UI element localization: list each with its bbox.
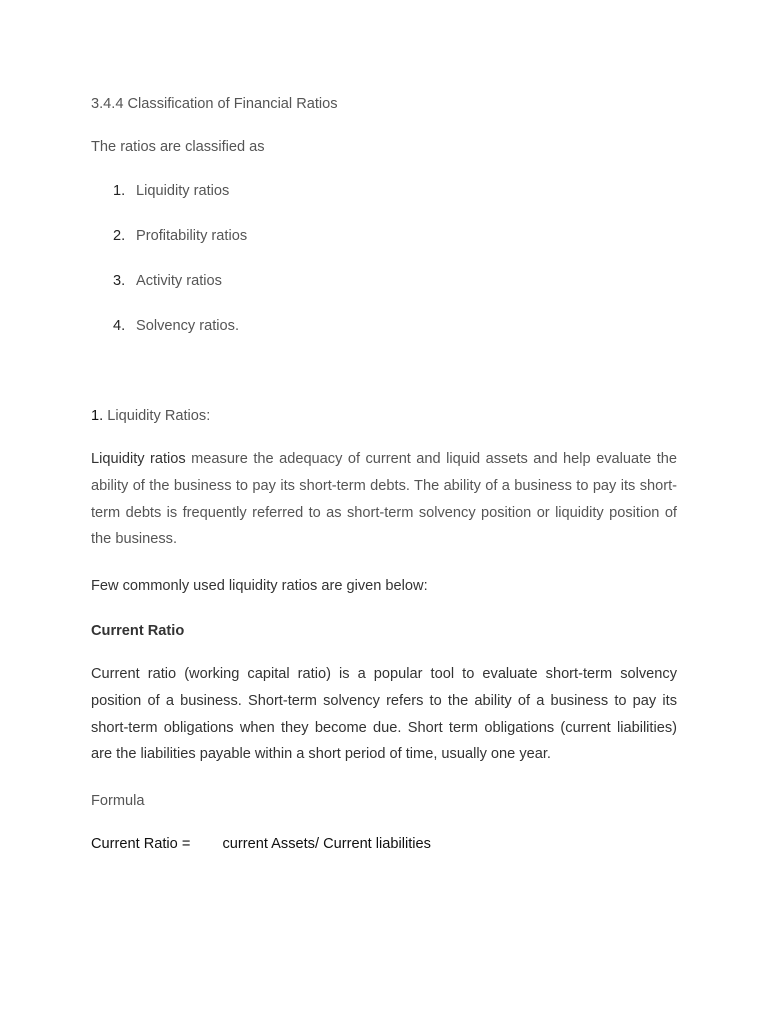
list-text: Solvency ratios. xyxy=(136,318,240,334)
few-common-text: Few commonly used liquidity ratios are given below: xyxy=(91,578,428,594)
list-number: 3. xyxy=(113,273,126,289)
liquidity-body: measure the adequacy of current and liquid assets and help evaluate the ability of the business to pay its short-term debts. The ability of a business to pay its short-term debts is frequently referred to as short-term solvency position or liquidity position of the business. xyxy=(91,451,677,548)
list-text: Liquidity ratios xyxy=(136,183,230,199)
list-number: 4. xyxy=(113,318,126,334)
liquidity-lead-term: Liquidity ratios xyxy=(91,451,186,467)
liquidity-paragraph xyxy=(91,446,677,553)
section-heading: 3.4.4 Classification of Financial Ratios xyxy=(91,96,338,112)
current-ratio-paragraph: Current ratio (working capital ratio) is a popular tool to evaluate short-term solvency position of a business. Short-term solvency refers to the ability of a business to pay its short-term obligations when they become due. Short term obligations (current liabilities) are the liabilities payable within a short period of time, usually one year. xyxy=(91,666,677,763)
formula-rhs: current Assets/ Current liabilities xyxy=(222,836,431,852)
list-text: Activity ratios xyxy=(136,273,222,289)
formula-line xyxy=(91,834,431,854)
list-text: Profitability ratios xyxy=(136,228,248,244)
formula-label: Formula xyxy=(91,793,145,809)
formula-lhs: Current Ratio = xyxy=(91,836,191,852)
current-ratio-heading: Current Ratio xyxy=(91,623,185,639)
subsection-number: 1. xyxy=(91,408,104,424)
intro-text: The ratios are classified as xyxy=(91,139,265,155)
list-number: 1. xyxy=(113,183,126,199)
subsection-title: Liquidity Ratios: xyxy=(107,408,211,424)
subsection-heading xyxy=(91,406,210,426)
list-number: 2. xyxy=(113,228,126,244)
